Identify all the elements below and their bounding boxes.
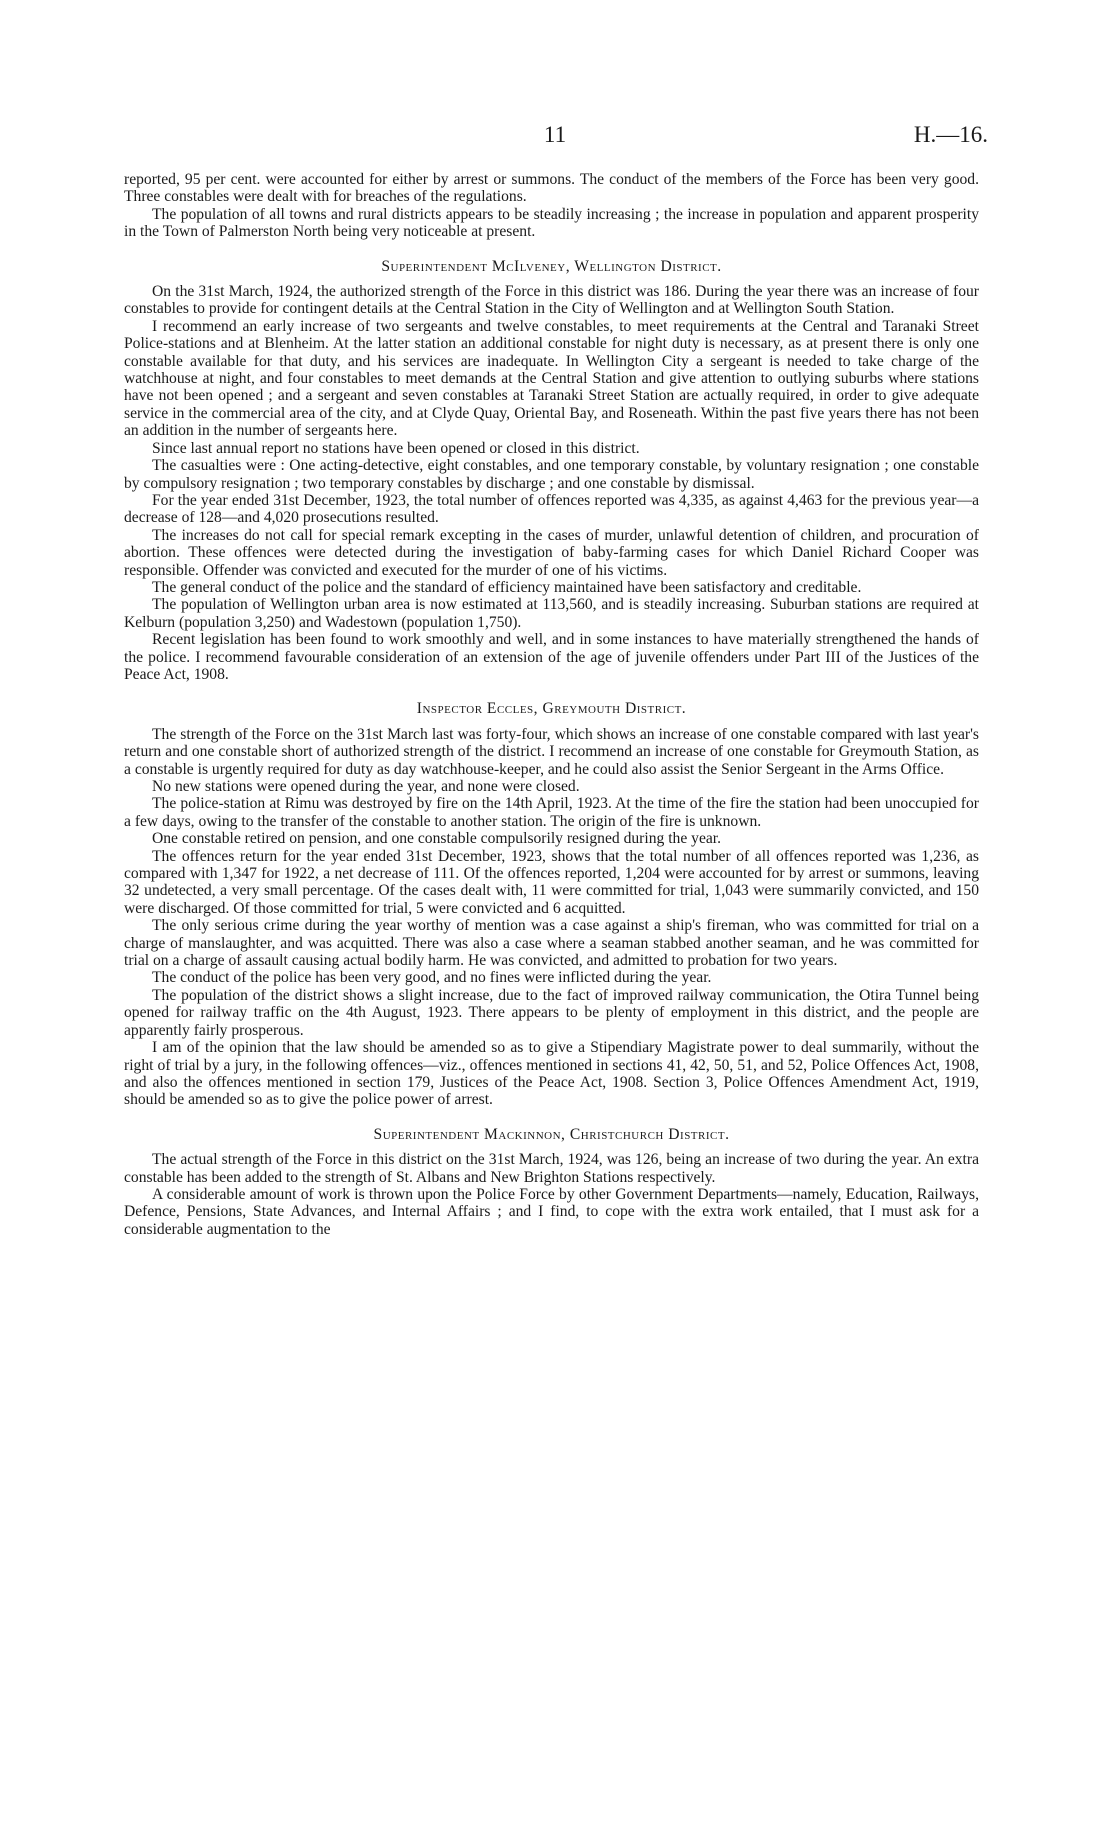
paragraph: On the 31st March, 1924, the authorized strength of the Force in this district was 186. During the year there was an increase of four constables to provide for contingent details at the Central Station in the City of Wellington and at Wellington South Station. — [124, 283, 979, 318]
paragraph: Recent legislation has been found to work smoothly and well, and in some instances to have materially strengthened the hands of the police. I recommend favourable consideration of an extension of the age of juvenile offenders under Part III of the Justices of the Peace Act, 1908. — [124, 631, 979, 683]
page-number: 11 — [543, 122, 567, 147]
paragraph: The actual strength of the Force in this district on the 31st March, 1924, was 126, being an increase of two during the year. An extra constable has been added to the strength of St. Albans and New Brighton Stations respectively. — [124, 1151, 979, 1186]
paragraph: The general conduct of the police and the standard of efficiency maintained have been satisfactory and creditable. — [152, 578, 862, 596]
document-code: H.—16. — [913, 122, 988, 147]
paragraph: One constable retired on pension, and one constable compulsorily resigned during the year. — [152, 830, 722, 848]
paragraph: Since last annual report no stations have been opened or closed in this district. — [152, 439, 640, 457]
paragraph: The police-station at Rimu was destroyed by fire on the 14th April, 1923. At the time of the fire the station had been unoccupied for a few days, owing to the transfer of the constable to another station. The origin of the fire is unknown. — [124, 795, 979, 830]
paragraph: The strength of the Force on the 31st March last was forty-four, which shows an increase of one constable compared with last year's return and one constable short of authorized strength of the district. I recommend an increase of one constable for Greymouth Station, as a constable is urgently required for duty as day watchhouse-keeper, and he could also assist the Senior Sergeant in the Arms Office. — [124, 725, 979, 778]
body-text — [124, 171, 979, 1238]
paragraph: I recommend an early increase of two sergeants and twelve constables, to meet requirements at the Central and Taranaki Street Police-stations and at Blenheim. At the latter station an additional constable for night duty is necessary, as at present there is only one constable available for that duty, and his services are inadequate. In Wellington City a sergeant is needed to take charge of the watchhouse at night, and four constables to meet demands at the Central Station and give attention to outlying suburbs where stations have not been opened ; and a sergeant and seven constables at Taranaki Street Station are actually required, in order to give adequate service in the commercial area of the city, and at Clyde Quay, Oriental Bay, and Roseneath. Within the past five years there has not been an addition in the number of sergeants here. — [124, 317, 979, 440]
paragraph: The population of Wellington urban area is now estimated at 113,560, and is steadily increasing. Suburban stations are required at Kelburn (population 3,250) and Wadestown (population 1,750). — [124, 596, 979, 631]
paragraph: The casualties were : One acting-detective, eight constables, and one temporary constable, by voluntary resignation ; one constable by compulsory resignation ; two temporary constables by discharge ; and one constable by dismissal. — [124, 457, 979, 492]
section-heading-wellington: Superintendent McIlveney, Wellington District. — [381, 257, 722, 275]
paragraph: The only serious crime during the year worthy of mention was a case against a ship's fireman, who was committed for trial on a charge of manslaughter, and was acquitted. There was also a case where a seaman stabbed another seaman, and he was committed for trial on a charge of assault causing actual bodily harm. He was convicted, and admitted to probation for two years. — [124, 917, 979, 970]
section-heading-greymouth: Inspector Eccles, Greymouth District. — [416, 700, 687, 718]
paragraph: For the year ended 31st December, 1923, the total number of offences reported was 4,335, as against 4,463 for the previous year—a decrease of 128—and 4,020 prosecutions resulted. — [124, 491, 979, 527]
page-header — [122, 122, 988, 158]
paragraph: The population of all towns and rural districts appears to be steadily increasing ; the increase in population and apparent prosperity in the Town of Palmerston North being very noticeable at present. — [124, 205, 979, 241]
paragraph: The offences return for the year ended 31st December, 1923, shows that the total number of all offences reported was 1,236, as compared with 1,347 for 1922, a net decrease of 111. Of the offences reported, 1,204 were accounted for by arrest or summons, leaving 32 undetected, a very small percentage. Of the cases dealt with, 11 were committed for trial, 1,043 were summarily convicted, and 150 were discharged. Of those committed for trial, 5 were convicted and 6 acquitted. — [124, 847, 979, 917]
paragraph: The population of the district shows a slight increase, due to the fact of improved railway communication, the Otira Tunnel being opened for railway traffic on the 4th August, 1923. There appears to be plenty of employment in this district, and the people are apparently fairly prosperous. — [124, 986, 979, 1039]
paragraph: A considerable amount of work is thrown upon the Police Force by other Government Departments—namely, Education, Railways, Defence, Pensions, State Advances, and Internal Affairs ; and I find, to cope with the extra work entailed, that I must ask for a considerable augmentation to the — [124, 1185, 979, 1238]
paragraph: No new stations were opened during the year, and none were closed. — [152, 778, 580, 795]
paragraph: The increases do not call for special remark excepting in the cases of murder, unlawful detention of children, and procuration of abortion. These offences were detected during the investigation of baby-farming cases for which Daniel Richard Cooper was responsible. Offender was convicted and executed for the murder of one of his victims. — [124, 526, 979, 579]
section-heading-christchurch: Superintendent Mackinnon, Christchurch District. — [373, 1125, 730, 1143]
paragraph: The conduct of the police has been very good, and no fines were inflicted during the year. — [152, 969, 712, 987]
paragraph: reported, 95 per cent. were accounted for either by arrest or summons. The conduct of the members of the Force has been very good. Three constables were dealt with for breaches of the regulations. — [124, 171, 979, 206]
paragraph: I am of the opinion that the law should be amended so as to give a Stipendiary Magistrate power to deal summarily, without the right of trial by a jury, in the following offences—viz., offences mentioned in sections 41, 42, 50, 51, and 52, Police Offences Act, 1908, and also the offences mentioned in section 179, Justices of the Peace Act, 1908. Section 3, Police Offences Amendment Act, 1919, should be amended so as to give the police power of arrest. — [124, 1039, 979, 1109]
